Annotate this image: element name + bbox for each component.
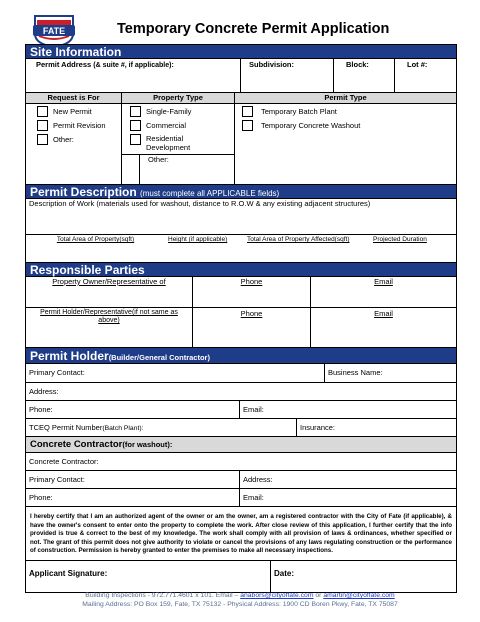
description-of-work-field[interactable]: Description of Work (materials used for washout, distance to R.O.W & any existing adjacent structures) [26,199,456,235]
total-area-field[interactable]: Total Area of Property(sqft) [56,236,135,243]
option-property-other[interactable]: Other: [122,154,234,184]
holder-email-field[interactable]: Email [374,309,393,318]
option-temporary-concrete-washout[interactable]: Temporary Concrete Washout [235,120,456,134]
option-new-permit[interactable]: New Permit [37,106,121,120]
logo-text: FATE [42,26,66,36]
area-fields-row [26,235,456,263]
holder-phone-input[interactable]: Phone: [26,401,240,418]
request-options [26,104,122,184]
email-link-anabors[interactable]: anabors@cityoffate.com [240,592,314,599]
page-title: Temporary Concrete Permit Application [117,21,390,37]
contractor-address-field[interactable]: Address: [243,475,273,484]
date-field[interactable]: Date: [274,568,295,578]
holder-tceq-row [26,419,456,437]
permit-header: Permit Type [324,93,367,102]
contractor-email-field[interactable]: Email: [243,493,264,502]
permit-address-field[interactable]: Permit Address (& suite #, if applicable): [26,59,241,92]
permit-form [25,44,457,593]
owner-row [26,277,456,308]
option-commercial[interactable]: Commercial [122,120,234,134]
type-options-row [26,104,456,185]
contractor-name-row [26,453,456,471]
holder-phone-row [26,401,456,419]
owner-email-field[interactable]: Email [374,277,393,286]
checkbox[interactable] [130,106,141,117]
lot-field[interactable]: Lot #: [407,60,428,69]
request-header: Request is For [26,93,122,103]
checkbox[interactable] [242,106,253,117]
contractor-phone-field[interactable]: Phone: [26,489,240,506]
site-information-heading: Site Information [26,45,456,59]
property-owner-field[interactable]: Property Owner/Representative of [26,277,193,307]
primary-contact-field[interactable]: Primary Contact: [26,364,325,382]
footer-address-line: Mailing Address: PO Box 159, Fate, TX 75132 - Physical Address: 1900 CD Boren Pkwy, Fate, TX 75087 [82,601,398,608]
contractor-phone-row [26,489,456,507]
concrete-contractor-heading: Concrete Contractor(for washout): [26,437,456,453]
concrete-contractor-field[interactable]: Concrete Contractor: [29,457,99,466]
option-request-other[interactable]: Other: [37,134,121,148]
site-address-row [26,59,456,93]
option-permit-revision[interactable]: Permit Revision [37,120,121,134]
checkbox[interactable] [130,120,141,131]
holder-row [26,308,456,348]
option-temporary-batch-plant[interactable]: Temporary Batch Plant [235,106,456,120]
option-single-family[interactable]: Single-Family [122,106,234,120]
footer-contact-line: Building Inspections - 972.771.4601 x 101. Email – anabors@cityoffate.com or amartin@cityoffate.com [85,592,395,599]
property-header: Property Type [122,93,235,103]
subdivision-field[interactable]: Subdivision: [241,59,334,92]
permit-description-heading: Permit Description (must complete all APPLICABLE fields) [26,185,456,199]
certification-text: I hereby certify that I am an authorized agent of the owner or am the owner, am a registered contractor with the City of Fate (if applicable), & have the owner's consent to enter onto the property to complete the work. After close review of this application, I further certify that the info provided is true & correct to the best of my knowledge. The work shall comply with all provision of laws & ordinances, whether specified or not. The grant of this permit does not give authority to violate or cancel the provisions of any laws regulating construction or the performance of construction. Permission is hereby granted to enter the premises to make all necessary inspections. [26,507,456,561]
checkbox[interactable] [130,134,141,145]
projected-duration-field[interactable]: Projected Duration [373,236,427,243]
checkbox[interactable] [37,120,48,131]
option-residential-development[interactable]: Residential Development [122,134,234,154]
checkbox[interactable] [122,155,140,184]
checkbox[interactable] [37,106,48,117]
holder-address-field[interactable]: Address: [29,387,59,396]
property-options [122,104,235,184]
block-field[interactable]: Block: [334,59,395,92]
checkbox[interactable] [37,134,48,145]
insurance-field[interactable]: Insurance: [300,423,336,432]
city-logo [31,12,77,48]
holder-address-row [26,383,456,401]
applicant-signature-field[interactable]: Applicant Signature: [26,561,271,592]
email-link-amartin[interactable]: amartin@cityoffate.com [323,592,395,599]
permit-options [235,104,456,184]
checkbox[interactable] [242,120,253,131]
holder-email-input[interactable]: Email: [243,405,264,414]
contractor-primary-contact-field[interactable]: Primary Contact: [26,471,240,488]
permit-holder-rep-field[interactable]: Permit Holder/Representative(if not same as above) [26,308,193,347]
business-name-field[interactable]: Business Name: [328,368,383,377]
signature-row [26,561,456,592]
holder-phone-field[interactable]: Phone [193,308,311,347]
owner-phone-field[interactable]: Phone [193,277,311,307]
permit-holder-heading: Permit Holder(Builder/General Contractor) [26,348,456,364]
tceq-permit-field[interactable]: TCEQ Permit Number(Batch Plant): [26,419,297,436]
affected-area-field[interactable]: Total Area of Property Affected(sqft) [247,236,350,243]
height-field[interactable]: Height (if applicable) [168,236,228,243]
responsible-parties-heading: Responsible Parties [26,263,456,277]
type-header-row [26,93,456,104]
contractor-contact-row [26,471,456,489]
holder-contact-row [26,364,456,383]
